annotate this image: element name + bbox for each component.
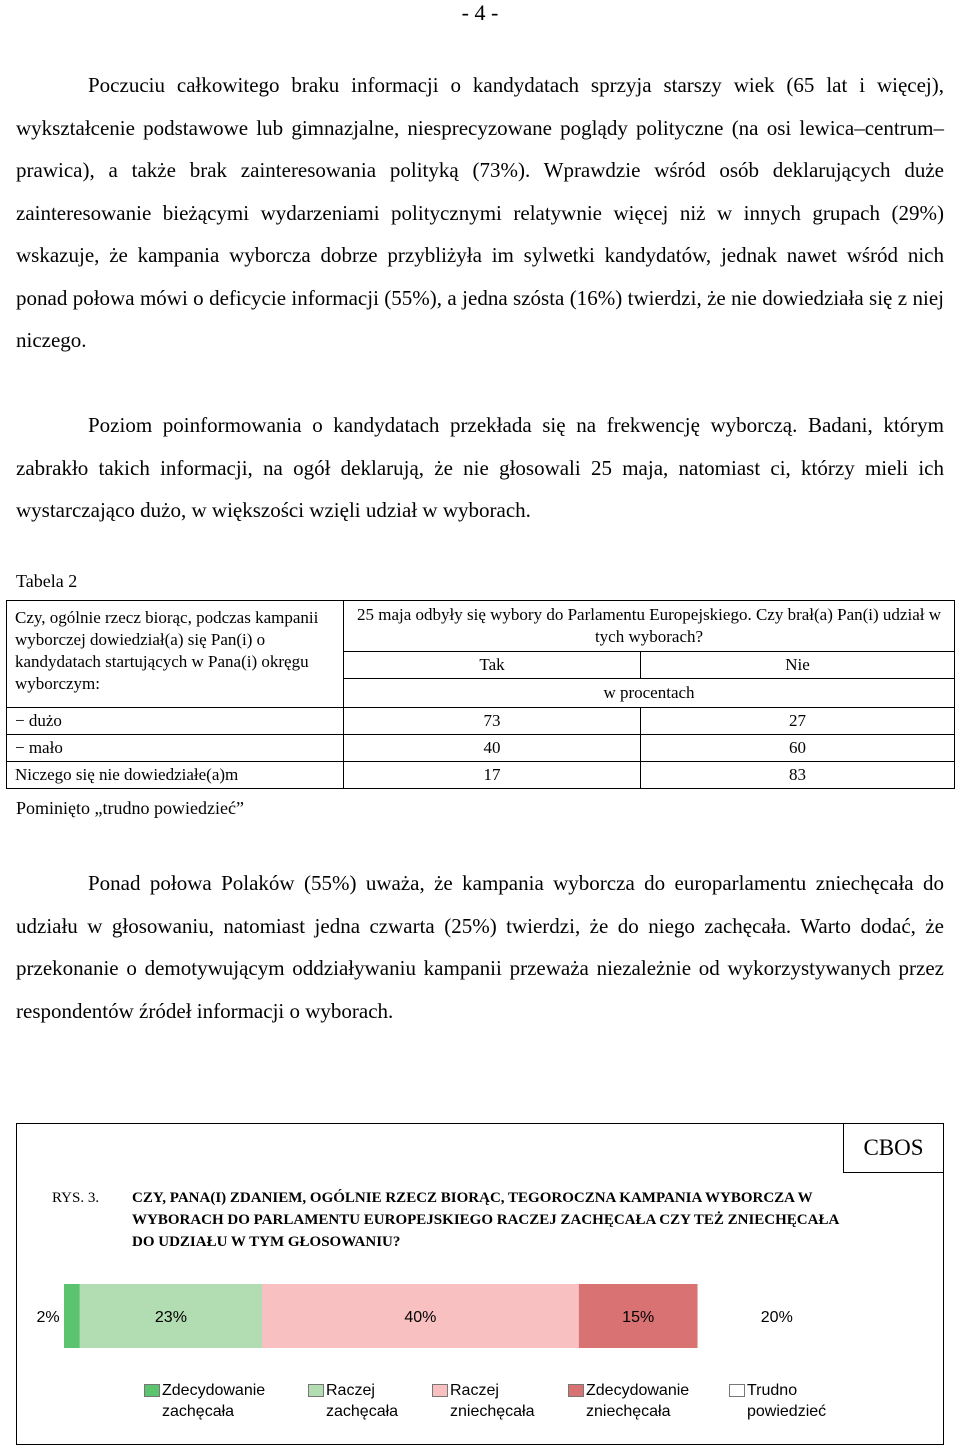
stacked-bar-chart: [36, 1284, 856, 1348]
table-2: [6, 600, 955, 789]
row-label: − mało: [7, 735, 344, 762]
paragraph-1: Poczuciu całkowitego braku informacji o kandydatach sprzyja starszy wiek (65 lat i więcej), wykształcenie podstawowe lub gimnazjalne, niesprecyzowane poglądy polityczne (na osi lewica–centrum–prawica), a także brak zainteresowania polityką (73%). Wprawdzie wśród osób deklarujących duże zainteresowanie bieżącymi wydarzeniami politycznymi relatywnie więcej niż w innych grupach (29%) wskazuje, że kampania wyborcza dobrze przybliżyła im sylwetki kandydatów, jednak nawet wśród nich ponad połowa mówi o deficycie informacji (55%), a jedna szósta (16%) twierdzi, że nie dowiedziała się z niej niczego.: [16, 73, 944, 352]
table-note: Pominięto „trudno powiedzieć”: [16, 798, 244, 818]
legend-swatch: [144, 1384, 160, 1397]
cell-nie: 27: [641, 708, 955, 735]
legend-swatch: [568, 1384, 584, 1397]
cell-nie: 83: [641, 762, 955, 789]
bar-value-label: 40%: [404, 1309, 437, 1326]
legend-label: Zdecydowanie zachęcała: [162, 1382, 266, 1420]
cell-tak: 40: [344, 735, 641, 762]
legend-label: Raczej zachęcała: [326, 1382, 399, 1420]
page-number: - 4 -: [461, 0, 499, 25]
paragraph-3: Ponad połowa Polaków (55%) uważa, że kampania wyborcza do europarlamentu zniechęcała do udziału w głosowaniu, natomiast jedna czwarta (25%) twierdzi, że do niego zachęcała. Warto dodać, że przekonanie o demotywującym oddziaływaniu kampanii przeważa niezależnie od wykorzystywanych przez respondentów źródeł informacji o wyborach.: [16, 871, 944, 1023]
cell-tak: 73: [344, 708, 641, 735]
figure-label: RYS. 3.: [52, 1190, 100, 1206]
legend-label: Zdecydowanie zniechęcała: [586, 1382, 690, 1420]
legend-swatch: [729, 1384, 745, 1397]
unit-label: w procentach: [344, 679, 955, 708]
table-header-main: 25 maja odbyły się wybory do Parlamentu Europejskiego. Czy brał(a) Pan(i) udział w tych wyborach?: [344, 601, 955, 652]
bar-segment: [64, 1284, 80, 1348]
legend-label: Raczej zniechęcała: [450, 1382, 535, 1420]
legend-swatch: [432, 1384, 448, 1397]
cell-tak: 17: [344, 762, 641, 789]
legend-swatch: [308, 1384, 324, 1397]
bar-svg: [36, 1284, 856, 1348]
table-row: [7, 735, 955, 762]
row-label: Niczego się nie dowiedziałe(a)m: [7, 762, 344, 789]
col-header-nie: Nie: [641, 652, 955, 679]
table-row: [7, 708, 955, 735]
row-label: − dużo: [7, 708, 344, 735]
bar-value-label: 23%: [154, 1309, 187, 1326]
table-row: [7, 762, 955, 789]
table-caption: Tabela 2: [16, 571, 78, 591]
bar-value-label: 20%: [760, 1309, 793, 1326]
legend-label: Trudno powiedzieć: [747, 1382, 827, 1420]
figure-title: CZY, PANA(I) ZDANIEM, OGÓLNIE RZECZ BIORĄC, TEGOROCZNA KAMPANIA WYBORCZA W WYBORACH DO PARLAMENTU EUROPEJSKIEGO RACZEJ ZACHĘCAŁA CZY TEŻ ZNIECHĘCAŁA DO UDZIAŁU W TYM GŁOSOWANIU?: [132, 1190, 839, 1250]
paragraph-2: Poziom poinformowania o kandydatach przekłada się na frekwencję wyborczą. Badani, którym zabrakło takich informacji, na ogół deklarują, że nie głosowali 25 maja, natomiast ci, którzy mieli ich wystarczająco dużo, w większości wzięli udział w wyborach.: [16, 413, 944, 522]
bar-value-label: 15%: [622, 1309, 655, 1326]
col-header-tak: Tak: [344, 652, 641, 679]
bar-value-label: 2%: [36, 1309, 60, 1326]
table-question: Czy, ogólnie rzecz biorąc, podczas kampanii wyborczej dowiedział(a) się Pan(i) o kandydatach startujących w Pana(i) okręgu wyborczym:: [7, 601, 344, 708]
cbos-logo: CBOS: [843, 1123, 944, 1173]
cell-nie: 60: [641, 735, 955, 762]
